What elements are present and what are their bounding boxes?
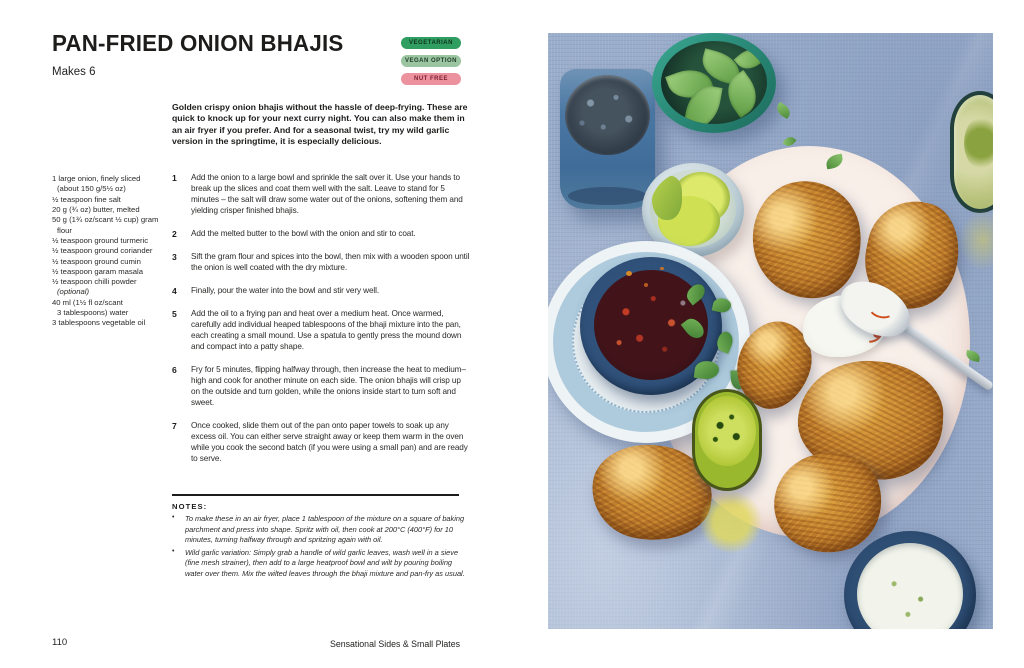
page-number: 110 — [52, 637, 68, 648]
spice-crumb — [626, 271, 632, 276]
step-number: 2 — [172, 228, 177, 239]
ingredient-line: ½ teaspoon ground cumin — [52, 256, 141, 266]
spice-crumb — [644, 283, 648, 287]
coriander-leaf — [694, 360, 720, 381]
step-row — [172, 421, 470, 465]
note-item — [172, 548, 466, 580]
step-row — [172, 365, 470, 409]
blueberry-drink-glass — [560, 69, 655, 209]
mint-bowl — [652, 33, 776, 133]
note-text: Wild garlic variation: Simply grab a handle of wild garlic leaves, wash well in a sieve (fine mesh strainer), then add to a large heatproof bowl and wilt by pouring boiling water over them. Mix the wilted leaves through the bhaji mixture and pan-fry as usual. — [185, 547, 465, 578]
chilli-oil-streak — [867, 297, 896, 320]
ingredient-line: (about 150 g/5½ oz) — [57, 184, 126, 194]
lime-wedge — [652, 176, 682, 220]
raita-bowl — [844, 531, 976, 629]
notes-divider — [172, 494, 459, 496]
ingredient-line: ½ teaspoon garam masala — [52, 266, 144, 276]
ingredient-line: (optional) — [57, 287, 90, 297]
step-text: Sift the gram flour and spices into the bowl, then mix with a wooden spoon until the onion is well coated with the dry mixture. — [191, 251, 470, 272]
yield-label: Makes 6 — [52, 66, 96, 78]
bullet-dot: • — [172, 547, 175, 555]
notes-list — [172, 514, 466, 581]
step-number: 6 — [172, 364, 177, 375]
ingredient-line: 20 g (¾ oz) butter, melted — [52, 204, 140, 214]
step-text: Once cooked, slide them out of the pan onto paper towels to soak up any excess oil. You can either serve straight away or keep them warm in the oven while you cook the second batch (if you were using a small pan) and are ready to serve. — [191, 420, 468, 463]
glass-base — [568, 187, 647, 205]
ingredients-list — [52, 174, 174, 329]
step-number: 7 — [172, 420, 177, 431]
herb-drink-glass — [950, 91, 993, 213]
method-steps — [172, 173, 470, 477]
herb-drink-surface — [964, 117, 993, 169]
step-number: 1 — [172, 173, 177, 183]
page-title: PAN-FRIED ONION BHAJIS — [52, 30, 344, 56]
note-text: To make these in an air fryer, place 1 tablespoon of the mixture on a square of baking parchment and press into shape. Spritz with oil, then cook at 200°C (400°F) for 10 minutes, turning halfway through and spritzing again with oil. — [185, 514, 465, 545]
ingredient-line: 50 g (1¾ oz/scant ½ cup) gram — [52, 215, 159, 225]
recipe-intro: Golden crispy onion bhajis without the hassle of deep-frying. These are quick to knock up for your next curry night. You can also make them in an air fryer if you prefer. And for a seasonal twist, try my wild garlic version in the springtime, it is especially delicious. — [172, 102, 468, 146]
ingredient-line: 40 ml (1½ fl oz/scant — [52, 297, 123, 307]
step-text: Finally, pour the water into the bowl and stir very well. — [191, 285, 380, 295]
step-row — [172, 252, 470, 274]
step-row — [172, 173, 470, 217]
scattered-leaf — [774, 102, 792, 119]
step-number: 5 — [172, 308, 177, 319]
ingredient-line: ½ teaspoon ground coriander — [52, 246, 153, 256]
ingredient-line: ½ teaspoon chilli powder — [52, 277, 137, 287]
coriander-leaf — [683, 281, 708, 305]
mint-bowl-interior — [661, 41, 767, 124]
ingredient-line: 1 large onion, finely sliced — [52, 174, 141, 183]
step-text: Add the onion to a large bowl and sprinkle the salt over it. Use your hands to break up the slices and coat them well with the salt. Leave to stand for 5 minutes – the salt will draw some water out of the onions, softening them and yielding crisper finished bhajis. — [191, 173, 463, 215]
note-item — [172, 514, 466, 546]
ingredient-line: ½ teaspoon ground turmeric — [52, 235, 149, 245]
step-text: Fry for 5 minutes, flipping halfway through, then increase the heat to medium–high and cook for another minute on each side. The onion bhajis will crisp up on the outside and turn golden, while the onions inside start to turn soft and sweet. — [191, 364, 466, 407]
badge-vegan-option: VEGAN OPTION — [401, 55, 461, 67]
notes-heading: NOTES: — [172, 502, 208, 511]
lime-bowl-interior — [650, 170, 736, 248]
food-photo — [548, 33, 993, 629]
step-number: 4 — [172, 285, 177, 296]
green-juice-glass — [692, 389, 762, 491]
section-footer: Sensational Sides & Small Plates — [329, 639, 461, 649]
raita-yogurt — [857, 543, 963, 629]
ingredient-line: 3 tablespoons) water — [57, 308, 129, 318]
coriander-leaf — [681, 315, 707, 342]
bullet-dot: • — [172, 514, 175, 521]
badge-vegetarian: VEGETARIAN — [401, 37, 461, 49]
spice-crumb — [660, 267, 664, 270]
ingredient-line: flour — [57, 225, 72, 235]
badge-nut-free: NUT FREE — [401, 73, 461, 85]
step-text: Add the oil to a frying pan and heat over a medium heat. Once warmed, carefully add individual heaped tablespoons of the bhaji mixture into the pan, each creating a small mound. Use a spatula to gently press the mound down and compact into a patty shape. — [191, 308, 462, 351]
diet-badges — [401, 37, 461, 85]
step-row — [172, 309, 470, 353]
drink-surface — [565, 75, 650, 155]
juice-surface — [698, 396, 756, 466]
step-row — [172, 229, 470, 240]
herb-glass-reflection — [960, 211, 993, 269]
juice-reflection — [700, 491, 762, 553]
ingredient-line: 3 tablespoons vegetable oil — [52, 318, 146, 328]
coriander-leaf — [712, 297, 733, 314]
step-number: 3 — [172, 251, 177, 262]
coriander-leaf — [714, 330, 735, 354]
ingredient-line: ½ teaspoon fine salt — [52, 194, 121, 204]
step-text: Add the melted butter to the bowl with the onion and stir to coat. — [191, 228, 416, 238]
step-row — [172, 286, 470, 297]
